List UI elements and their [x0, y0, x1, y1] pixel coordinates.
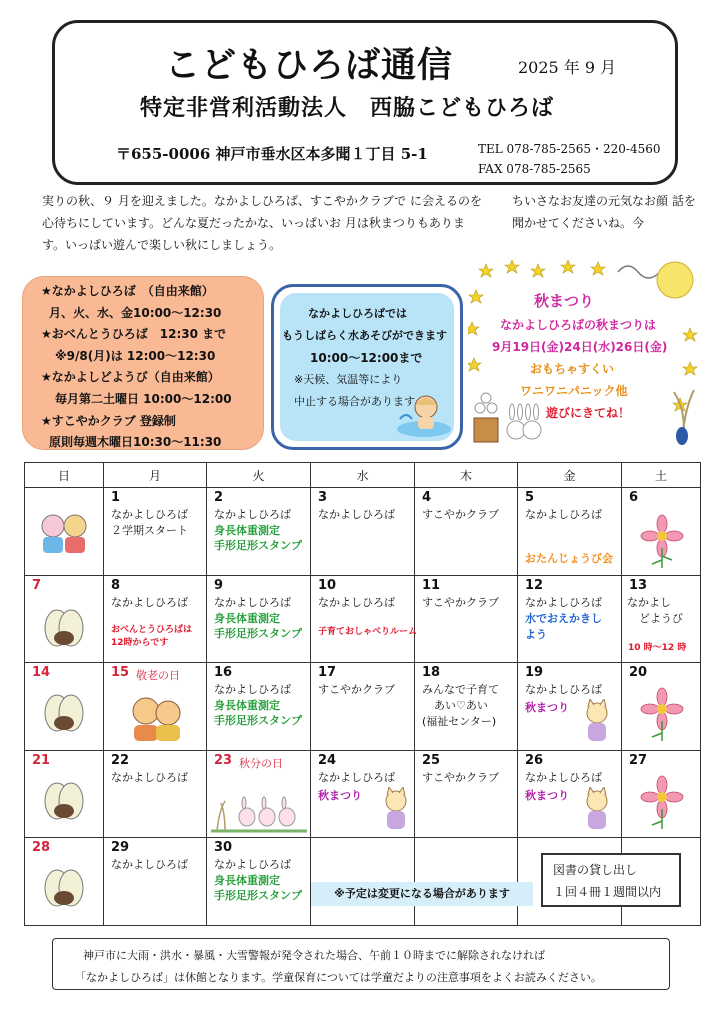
- day-event: すこやかクラブ: [422, 770, 499, 784]
- festival-line: おもちゃすくい: [530, 362, 615, 376]
- water-note: 中止する場合があります: [294, 395, 415, 408]
- hours-line: 原則毎週木曜日10:30～11:30: [49, 435, 222, 450]
- cicada-icon: [39, 604, 89, 654]
- cosmos-flower-icon: [638, 687, 686, 743]
- bunny-icon: [507, 404, 541, 439]
- day-event: すこやかクラブ: [422, 595, 499, 609]
- grandparents-illustration: [126, 691, 186, 745]
- day-event: なかよしひろば: [525, 508, 602, 521]
- water-line: なかよしひろばでは: [308, 307, 407, 320]
- calendar-week: [25, 663, 701, 751]
- cosmos-flower-icon: [638, 514, 686, 570]
- day-number: 6: [629, 490, 639, 505]
- day-event-green: 身長体重測定 手形足形スタンプ: [214, 524, 302, 552]
- day-number: 13: [629, 577, 648, 593]
- water-drawing-event: 水でおえかきし よう: [525, 611, 602, 641]
- festival-line: ワニワニパニック他: [520, 384, 628, 398]
- day-event: なかよしひろば: [214, 683, 291, 697]
- child-water-play-illustration: [396, 389, 452, 439]
- day-event: なかよしひろば: [111, 858, 188, 872]
- day-event: なかよしひろば: [525, 595, 602, 609]
- day-event: なかよしひろば: [214, 595, 291, 609]
- calendar-day: [311, 575, 418, 663]
- calendar-week: [25, 575, 701, 663]
- calendar-day: [207, 750, 311, 838]
- water-time: 10:00～12:00まで: [310, 351, 423, 365]
- calendar-day: [415, 663, 518, 751]
- day-number: 23: [214, 752, 233, 768]
- autumn-festival-area: [468, 258, 700, 450]
- festival-dates: 9月19日(金)24日(水)26日(金): [492, 340, 668, 354]
- day-event: すこやかクラブ: [422, 508, 499, 521]
- lunch-notice: おべんとうひろばは 12時からです: [111, 624, 193, 648]
- calendar-day: [622, 575, 701, 663]
- calendar-day: [104, 488, 207, 576]
- day-event: なかよしひろば: [318, 595, 395, 609]
- hours-box: [22, 276, 264, 450]
- weekday-header: 土: [622, 463, 701, 488]
- holiday-label: 敬老の日: [136, 669, 180, 683]
- day-number: 3: [318, 490, 328, 505]
- calendar-day: [518, 750, 622, 838]
- pampas-grass-icon: [674, 390, 694, 445]
- day-number: 29: [111, 840, 130, 856]
- day-number: 27: [629, 752, 648, 768]
- day-event: なかよしひろば: [214, 858, 291, 872]
- day-event: なかよし どようび: [627, 595, 683, 625]
- day-event: なかよしひろば: [525, 770, 602, 784]
- calendar-day: [104, 663, 207, 751]
- day-event: なかよしひろば: [318, 770, 395, 784]
- cicada-icon: [39, 777, 89, 827]
- day-number: 24: [318, 752, 337, 768]
- calendar-day: [518, 663, 622, 751]
- library-line: 図書の貸し出し: [553, 863, 638, 877]
- day-number: 11: [422, 577, 441, 593]
- intro-text-right: ちいさなお友達の元気なお顔 話を聞かせてくださいね。今: [512, 194, 696, 230]
- calendar-day: [622, 750, 701, 838]
- calendar-day: [622, 663, 701, 751]
- calendar-day: [104, 838, 207, 926]
- calendar-day: [25, 663, 104, 751]
- cosmos-flower-icon: [638, 775, 686, 831]
- day-event: なかよしひろば: [525, 683, 602, 697]
- newsletter-title: こどもひろば通信: [165, 45, 454, 86]
- festival-day: 秋まつり: [318, 788, 362, 802]
- schedule-change-note: ※予定は変更になる場合があります: [311, 882, 533, 906]
- day-number: 22: [111, 752, 130, 768]
- weekday-header: 火: [207, 463, 311, 488]
- calendar-week: [25, 488, 701, 576]
- cicada-icon: [39, 689, 89, 739]
- calendar-day: [415, 575, 518, 663]
- weekday-header: 水: [311, 463, 415, 488]
- calendar-day: [25, 575, 104, 663]
- calendar-day: [311, 488, 415, 576]
- day-number: 21: [32, 752, 51, 768]
- calendar-day: [207, 488, 311, 576]
- day-number: 30: [214, 840, 233, 856]
- hours-line: ★なかよしひろば （自由来館）: [41, 284, 214, 298]
- telephone: TEL 078-785-2565・220-4560: [478, 142, 661, 156]
- cat-illustration: [580, 699, 614, 745]
- intro-text: 実りの秋、９ 月を迎えました。なかよしひろば、すこやかクラブで に会えるのを心待ちにしています。どんな夏だったかな、いっぱいお 月は秋まつりもあります。いっぱい遊んで楽しい秋にしましょう。: [42, 194, 482, 252]
- calendar-day: [25, 750, 104, 838]
- day-number: 26: [525, 752, 544, 768]
- water-play-box: [271, 284, 463, 450]
- day-number: 25: [422, 752, 441, 768]
- day-event: なかよしひろば: [214, 508, 291, 521]
- weekday-header: 日: [25, 463, 104, 488]
- calendar-day: [518, 488, 622, 576]
- address: 〒655-0006 神戸市垂水区本多聞１丁目 5-1: [116, 145, 428, 163]
- day-number: 5: [525, 490, 535, 505]
- day-number: 17: [318, 665, 337, 681]
- day-number: 9: [214, 577, 224, 593]
- day-number: 4: [422, 490, 432, 505]
- hours-line: ★おべんとうひろば 12:30 まで: [41, 327, 227, 342]
- calendar-day-empty: [25, 488, 104, 576]
- festival-day: 秋まつり: [525, 788, 569, 802]
- festival-day: 秋まつり: [525, 701, 569, 715]
- day-number: 1: [111, 490, 121, 505]
- hours-line: 月、火、水、金10:00～12:30: [49, 305, 222, 320]
- calendar-day: [415, 750, 518, 838]
- day-number: 12: [525, 577, 544, 593]
- calendar-day: [311, 663, 415, 751]
- notice-line: 神戸市に大雨・洪水・暴風・大雪警報が発令された場合、午前１０時までに解除されなければ: [83, 949, 545, 962]
- day-event: なかよしひろば: [111, 770, 188, 784]
- day-number: 18: [422, 665, 441, 681]
- day-event: なかよしひろば: [318, 508, 395, 521]
- moon-viewing-dango-icon: [474, 393, 498, 442]
- day-event-green: 身長体重測定 手形足形スタンプ: [214, 611, 302, 640]
- day-event-green: 身長体重測定 手形足形スタンプ: [214, 874, 302, 903]
- day-number: 14: [32, 665, 51, 681]
- hours-line: 毎月第二土曜日 10:00～12:00: [55, 391, 232, 406]
- hours-line: ★なかよしどようび（自由来館）: [41, 370, 220, 385]
- day-number: 2: [214, 490, 224, 505]
- calendar-week: [25, 750, 701, 838]
- cat-illustration: [580, 787, 614, 833]
- day-event-green: 身長体重測定 手形足形スタンプ: [214, 699, 302, 728]
- day-event: みんなで子育て あい♡あい (福祉センター): [422, 683, 499, 729]
- weekday-header: 木: [415, 463, 518, 488]
- weather-notice: [52, 938, 670, 990]
- day-number: 20: [629, 665, 648, 681]
- weekday-header: 月: [104, 463, 207, 488]
- fax: FAX 078-785-2565: [478, 162, 591, 176]
- weekday-header: 金: [518, 463, 622, 488]
- day-event: なかよしひろば: [111, 595, 188, 609]
- day-number: 19: [525, 665, 544, 681]
- festival-line: 遊びにきてね！: [546, 406, 631, 420]
- day-number: 10: [318, 577, 337, 593]
- calendar-day: [104, 575, 207, 663]
- birthday-event: おたんじょうび会: [525, 552, 613, 565]
- cicada-icon: [39, 864, 89, 914]
- festival-title: 秋まつり: [534, 292, 595, 310]
- cat-illustration: [379, 787, 413, 833]
- kids-illustration: [37, 510, 93, 556]
- day-number: 28: [32, 840, 51, 856]
- calendar-day: [622, 488, 701, 576]
- holiday-label: 秋分の日: [239, 756, 283, 770]
- calendar-day: [25, 838, 104, 926]
- calendar-day: [207, 575, 311, 663]
- water-line: もうしばらく水あそびができます: [282, 329, 447, 342]
- day-number: 7: [32, 577, 42, 593]
- weekday-header-row: [25, 463, 701, 488]
- calendar-day: [311, 750, 415, 838]
- hours-line: ※9/8(月)は 12:00～12:30: [55, 348, 216, 363]
- issue-date: 2025 年 9 月: [518, 58, 617, 77]
- calendar-day: [207, 838, 311, 926]
- water-play-panel: [280, 293, 454, 441]
- hours-line: ★すこやかクラブ 登録制: [41, 413, 176, 428]
- day-number: 16: [214, 665, 233, 681]
- calendar-day: [518, 575, 622, 663]
- library-line: １回４冊１週間以内: [553, 885, 662, 899]
- library-lending-box: [541, 853, 681, 907]
- saturday-time: 10 時～12 時: [628, 642, 687, 653]
- festival-line: なかよしひろばの秋まつりは: [500, 318, 657, 332]
- organization-name: 特定非営利活動法人 西脇こどもひろば: [140, 95, 555, 121]
- moon-viewing-rabbits-illustration: [211, 783, 307, 833]
- notice-line: 「なかよしひろば」は休館となります。学童保育については学童だよりの注意事項をよくお読みください。: [75, 971, 602, 984]
- day-number: 15: [111, 665, 130, 681]
- water-note: ※天候、気温等により: [294, 373, 403, 386]
- day-number: 8: [111, 577, 121, 593]
- day-event: すこやかクラブ: [318, 683, 395, 697]
- calendar-day: [415, 488, 518, 576]
- day-event: なかよしひろば ２学期スタート: [111, 508, 188, 537]
- talk-room: 子育ておしゃべりルーム: [318, 626, 418, 637]
- calendar-day: [207, 663, 311, 751]
- calendar-day: [104, 750, 207, 838]
